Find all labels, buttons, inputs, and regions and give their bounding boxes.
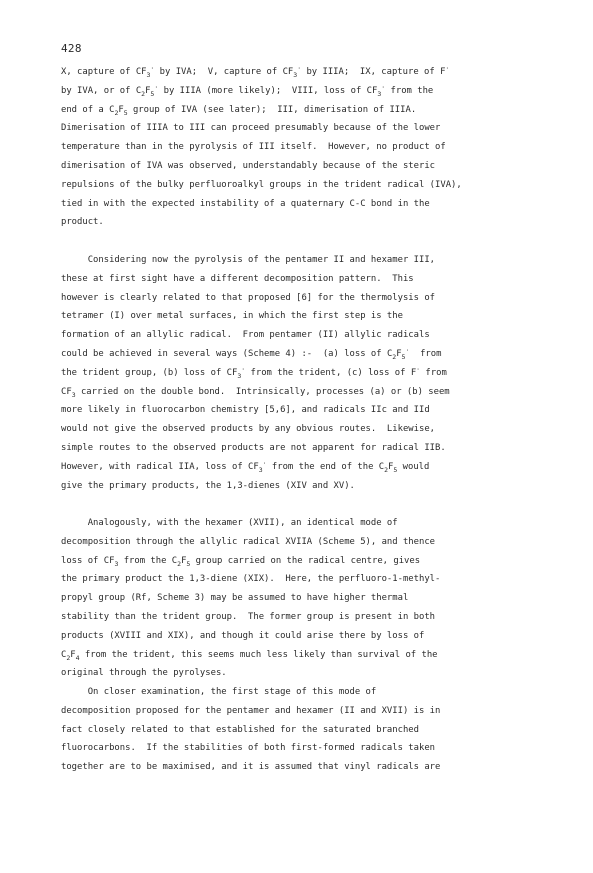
text-line: give the primary products, the 1,3-dienes (XIV and XV). [61, 480, 355, 491]
text-line: temperature than in the pyrolysis of III itself. However, no product of [61, 142, 446, 153]
text-line: X, capture of $CF_3^\cdot$ by IVA; V, capture of $CF_3^\cdot$ by IIIA; IX, capture of F· [61, 64, 450, 79]
text-line: dimerisation of IVA was observed, understandably because of the steric [61, 160, 436, 171]
text-line: original through the pyrolyses. [61, 668, 227, 679]
text-line: tied in with the expected instability of a quaternary C-C bond in the [61, 198, 430, 209]
text-line: propyl group (Rf, Scheme 3) may be assumed to have higher thermal [61, 593, 409, 604]
paragraph-1 [61, 63, 551, 232]
text-line: by IVA, or of $C_2F_5^\cdot$ by IIIA (more likely); VIII, loss of $CF_3^\cdot$ from the [61, 82, 434, 98]
text-line: Analogously, with the hexamer (XVII), an identical mode of [61, 518, 398, 528]
text-line: however is clearly related to that proposed [6] for the thermolysis of [61, 292, 436, 303]
text-line: product. [61, 217, 104, 228]
text-line: decomposition through the allylic radical XVIIA (Scheme 5), and thence [61, 536, 436, 547]
page-number: 428 [61, 42, 82, 55]
text-line: more likely in fluorocarbon chemistry [5,6], and radicals IIc and IId [61, 405, 430, 416]
text-line: tetramer (I) over metal surfaces, in which the first step is the [61, 311, 403, 322]
text-line: fluorocarbons. If the stabilities of both first-formed radicals taken [61, 743, 436, 754]
text-line: these at first sight have a different decomposition pattern. This [61, 273, 414, 284]
text-line: together are to be maximised, and it is assumed that vinyl radicals are [61, 762, 441, 773]
text-line: Considering now the pyrolysis of the pentamer II and hexamer III, [61, 255, 436, 265]
text-line: formation of an allylic radical. From pentamer (II) allylic radicals [61, 330, 430, 341]
text-line: fact closely related to that established for the saturated branched [61, 724, 419, 735]
paragraph-2 [61, 251, 551, 495]
paragraph-3 [61, 514, 551, 683]
paragraph-4 [61, 683, 551, 777]
text-line: However, with radical IIA, loss of $CF_3^\cdot$ from the end of the $C_2F_5$ would [61, 458, 430, 474]
text-line: products (XVIII and XIX), and though it could arise there by loss of [61, 630, 425, 641]
text-line: On closer examination, the first stage of this mode of [61, 687, 377, 697]
text-line: loss of $CF_3$ from the $C_2F_5$ group carried on the radical centre, gives [61, 555, 421, 568]
text-line: could be achieved in several ways (Scheme 4) :- (a) loss of $C_2F_5^\cdot$ from [61, 345, 442, 361]
text-line: the primary product the 1,3-diene (XIX). Here, the perfluoro-1-methyl- [61, 574, 441, 585]
text-line: Dimerisation of IIIA to III can proceed presumably because of the lower [61, 123, 441, 134]
text-line: end of a $C_2F_5$ group of IVA (see later); III, dimerisation of IIIA. [61, 104, 417, 117]
text-line: simple routes to the observed products are not apparent for radical IIB. [61, 442, 446, 453]
text-line: would not give the observed products by any obvious routes. Likewise, [61, 424, 436, 435]
text-line: decomposition proposed for the pentamer and hexamer (II and XVII) is in [61, 705, 441, 716]
text-line: $C_2F_4$ from the trident, this seems much less likely than survival of the [61, 649, 438, 662]
text-line: $CF_3$ carried on the double bond. Intrinsically, processes (a) or (b) seem [61, 386, 450, 399]
text-line: stability than the trident group. The former group is present in both [61, 611, 436, 622]
text-line: the trident group, (b) loss of $CF_3^\cdot$ from the trident, (c) loss of F· from [61, 364, 447, 380]
text-line: repulsions of the bulky perfluoroalkyl groups in the trident radical (IVA), [61, 179, 462, 190]
